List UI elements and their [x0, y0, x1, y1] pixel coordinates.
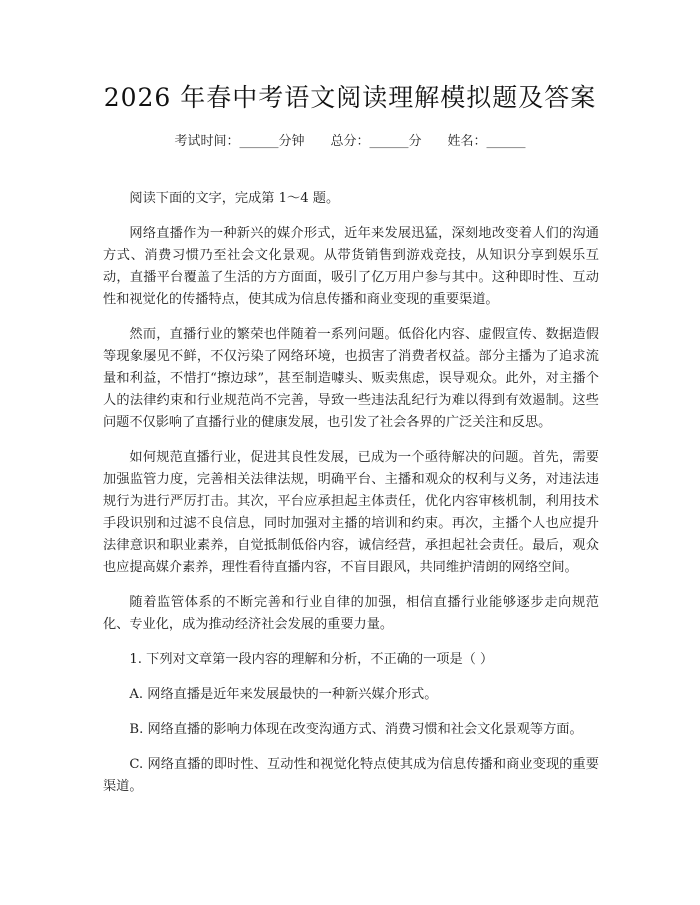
student-name-field: 姓名：______ [447, 134, 526, 149]
exam-time-field: 考试时间：______分钟 [174, 134, 305, 149]
passage-paragraph-1: 网络直播作为一种新兴的媒介形式，近年来发展迅猛，深刻地改变着人们的沟通方式、消费习惯乃至社会文化景观。从带货销售到游戏竞技，从知识分享到娱乐互动，直播平台覆盖了生活的方方面面，吸引了亿万用户参与其中。这种即时性、互动性和视觉化的传播特点，使其成为信息传播和商业变现的重要渠道。 [103, 226, 599, 307]
question-1-stem: 1. 下列对文章第一段内容的理解和分析，不正确的一项是（ ） [129, 652, 494, 667]
instruction-text: 阅读下面的文字，完成第 1～4 题。 [129, 191, 340, 206]
passage-paragraph-3: 如何规范直播行业，促进其良性发展，已成为一个亟待解决的问题。首先，需要加强监管力度，完善相关法律法规，明确平台、主播和观众的权利与义务，对违法违规行为进行严厉打击。其次，平台应承担起主体责任，优化内容审核机制，利用技术手段识别和过滤不良信息，同时加强对主播的培训和约束。再次，主播个人也应提升法律意识和职业素养，自觉抵制低俗内容，诚信经营，承担起社会责任。最后，观众也应提高媒介素养，理性看待直播内容，不盲目跟风，共同维护清朗的网络空间。 [103, 450, 599, 575]
question-1-option-a: A. 网络直播是近年来发展最快的一种新兴媒介形式。 [129, 687, 438, 702]
question-1-option-c: C. 网络直播的即时性、互动性和视觉化特点使其成为信息传播和商业变现的重要渠道。 [103, 757, 599, 794]
passage-paragraph-4: 随着监管体系的不断完善和行业自律的加强，相信直播行业能够逐步走向规范化、专业化，成为推动经济社会发展的重要力量。 [103, 595, 599, 632]
total-score-field: 总分：______分 [330, 134, 422, 149]
passage-paragraph-2: 然而，直播行业的繁荣也伴随着一系列问题。低俗化内容、虚假宣传、数据造假等现象屡见不鲜，不仅污染了网络环境，也损害了消费者权益。部分主播为了追求流量和利益，不惜打“擦边球”，甚至制造噱头、贩卖焦虑，误导观众。此外，对主播个人的法律约束和行业规范尚不完善，导致一些违法乱纪行为难以得到有效遏制。这些问题不仅影响了直播行业的健康发展，也引发了社会各界的广泛关注和反思。 [103, 327, 599, 430]
page-title: 2026 年春中考语文阅读理解模拟题及答案 [103, 83, 597, 112]
exam-meta [0, 132, 700, 152]
reading-passage [103, 188, 599, 811]
question-1-option-b: B. 网络直播的影响力体现在改变沟通方式、消费习惯和社会文化景观等方面。 [129, 722, 583, 737]
